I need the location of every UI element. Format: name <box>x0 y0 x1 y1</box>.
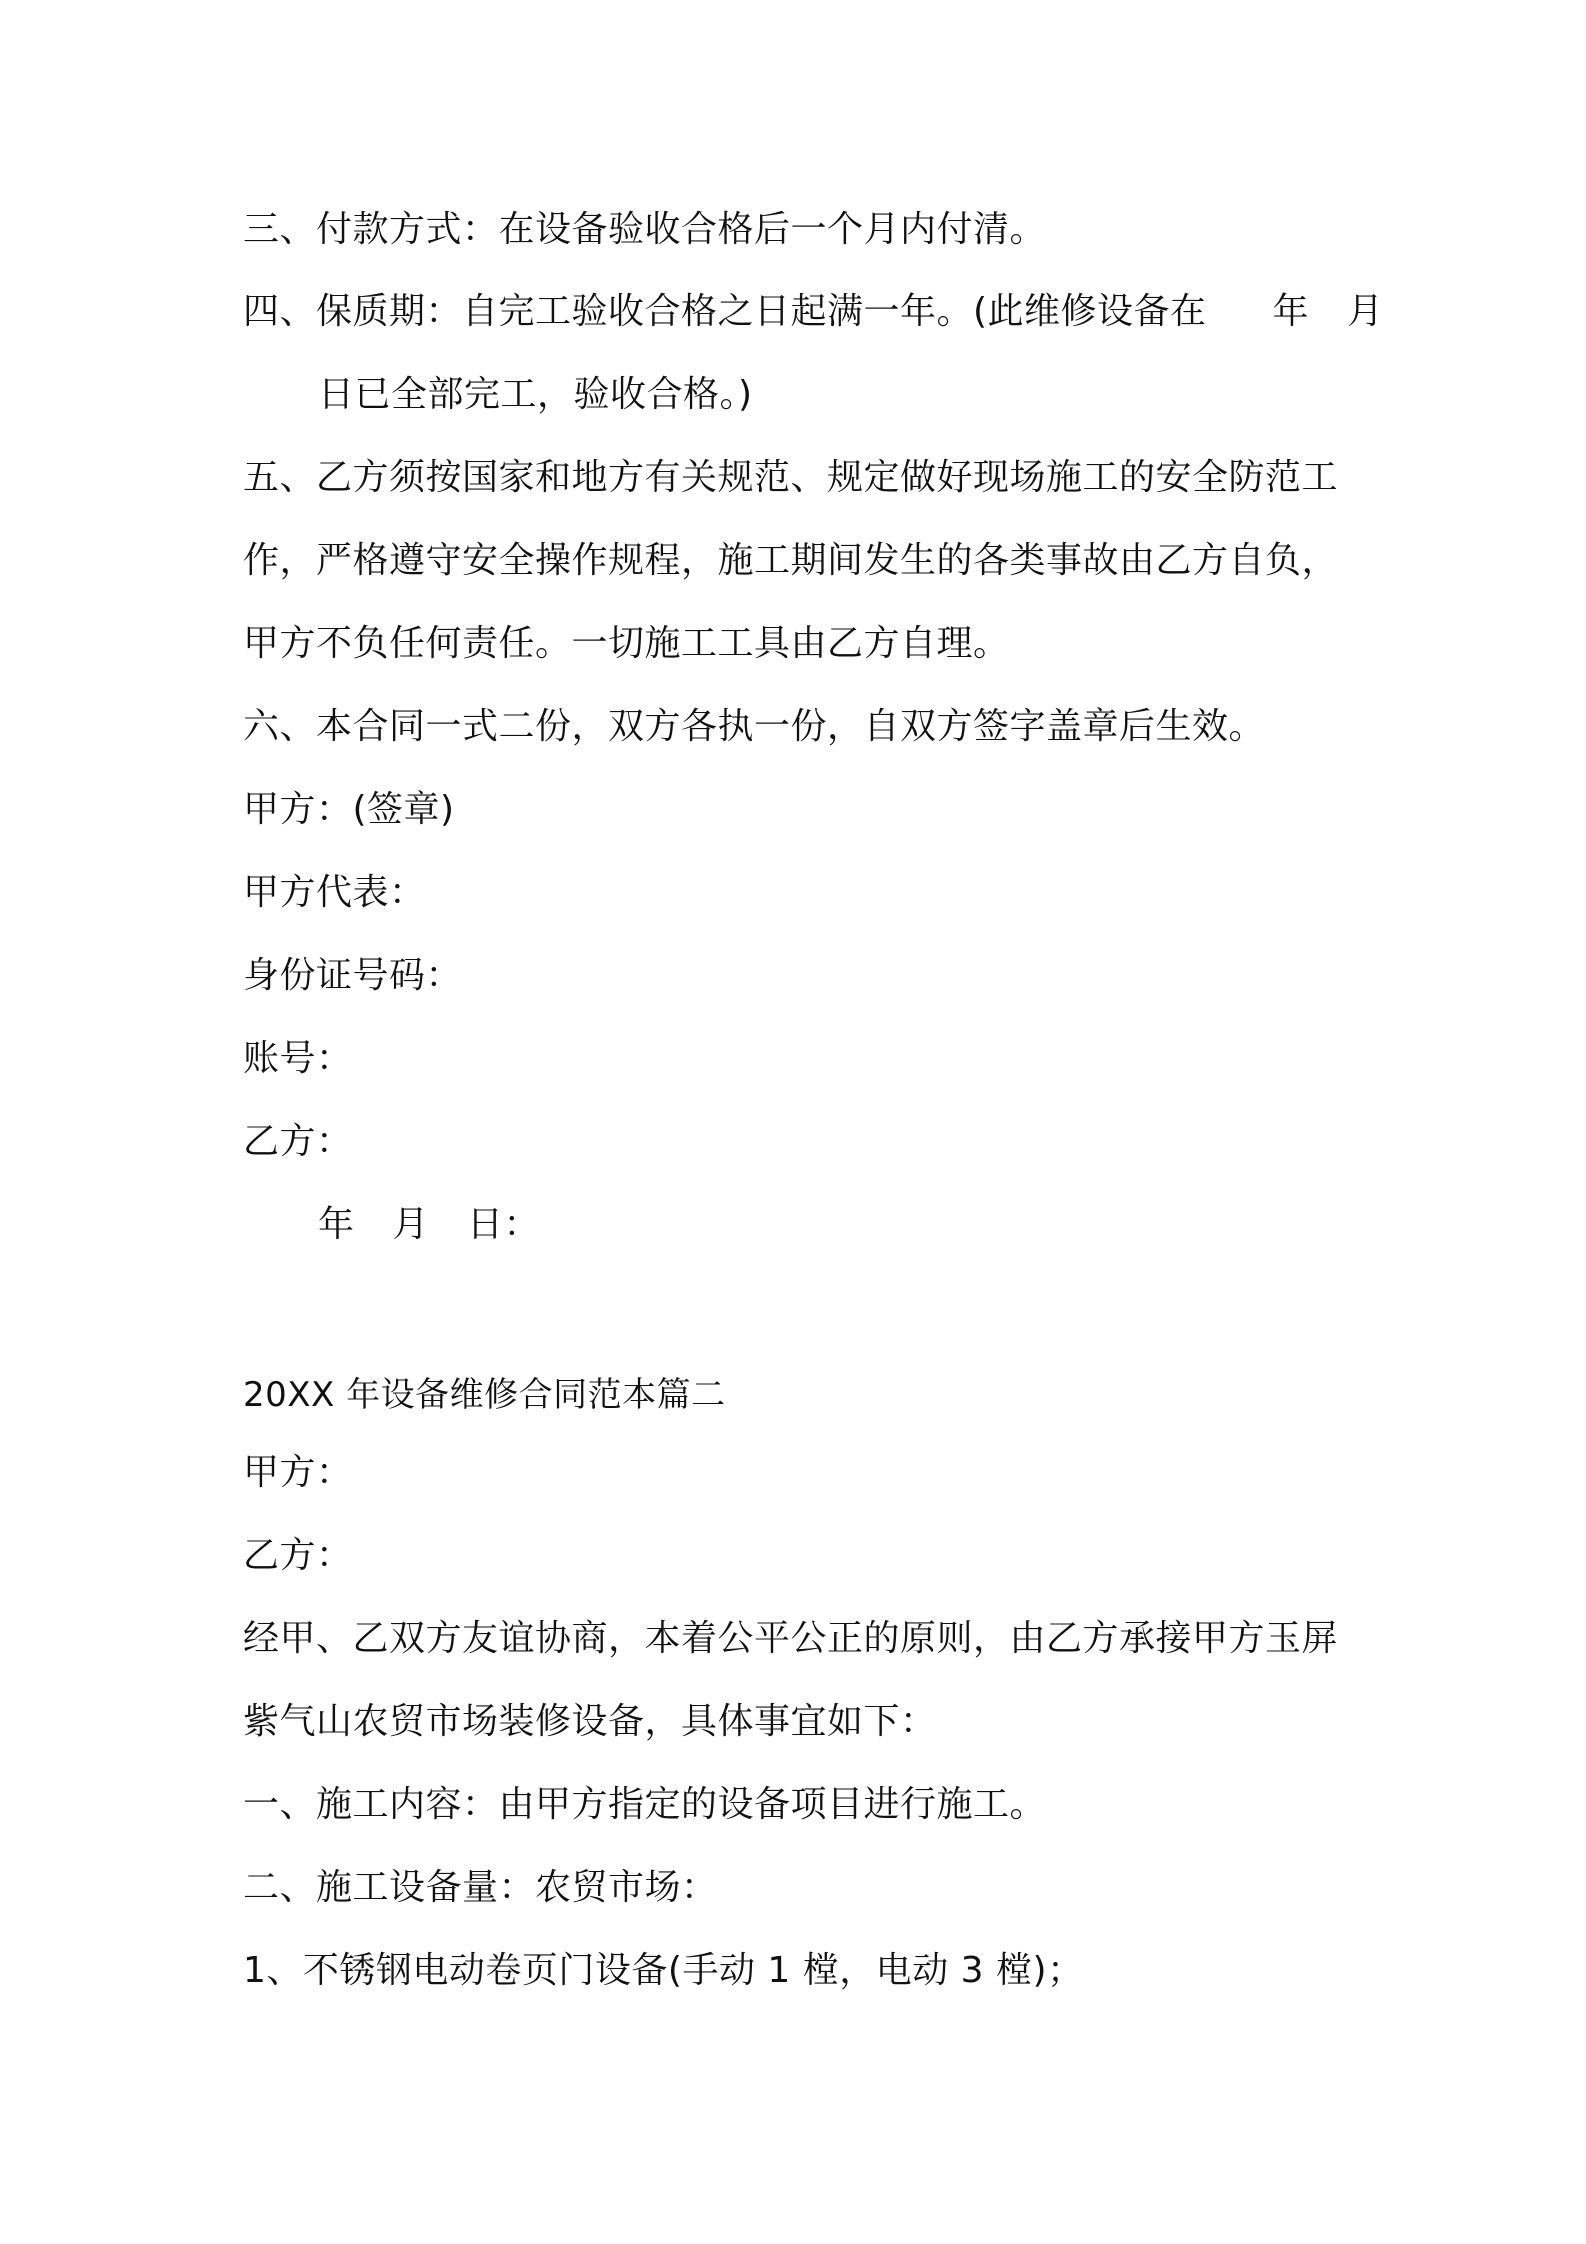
clause-5-line-1: 五、乙方须按国家和地方有关规范、规定做好现场施工的安全防范工 <box>243 457 1339 498</box>
signature-party-a-rep: 甲方代表： <box>243 872 426 913</box>
section-title: 20XX 年设备维修合同范本篇二 <box>243 1375 726 1415</box>
clause-3-payment: 三、付款方式：在设备验收合格后一个月内付清。 <box>243 209 1047 250</box>
signature-id-number: 身份证号码： <box>243 955 463 996</box>
contract-2-item-2: 二、施工设备量：农贸市场： <box>243 1867 718 1908</box>
clause-6-effective: 六、本合同一式二份，双方各执一份，自双方签字盖章后生效。 <box>243 706 1266 747</box>
date-day: 日： <box>467 1204 541 1245</box>
date-month: 月 <box>392 1204 430 1245</box>
clause-4-continuation: 日已全部完工，验收合格。) <box>318 374 753 415</box>
clause-5-line-3: 甲方不负任何责任。一切施工工具由乙方自理。 <box>243 623 1010 664</box>
contract-2-party-a: 甲方： <box>243 1452 353 1493</box>
signature-date <box>318 1200 1438 1250</box>
clause-5-line-2: 作，严格遵守安全操作规程，施工期间发生的各类事故由乙方自负， <box>243 540 1339 581</box>
contract-2-sub-item-1: 1、不锈钢电动卷页门设备(手动 1 樘，电动 3 樘)； <box>243 1950 1084 1991</box>
contract-2-intro-line-1: 经甲、乙双方友谊协商，本着公平公正的原则，由乙方承接甲方玉屏 <box>243 1618 1339 1659</box>
signature-party-a: 甲方：(签章) <box>243 789 455 830</box>
contract-2-intro-line-2: 紫气山农贸市场装修设备，具体事宜如下： <box>243 1701 937 1742</box>
signature-party-b: 乙方： <box>243 1121 353 1162</box>
clause-4-text: 四、保质期：自完工验收合格之日起满一年。(此维修设备在 <box>243 291 1207 332</box>
clause-4-warranty <box>243 287 1384 337</box>
clause-4-year: 年 <box>1272 291 1310 332</box>
contract-2-party-b: 乙方： <box>243 1535 353 1576</box>
contract-2-item-1: 一、施工内容：由甲方指定的设备项目进行施工。 <box>243 1784 1047 1825</box>
clause-4-month: 月 <box>1347 291 1384 332</box>
signature-account: 账号： <box>243 1038 353 1079</box>
date-year: 年 <box>318 1204 355 1245</box>
